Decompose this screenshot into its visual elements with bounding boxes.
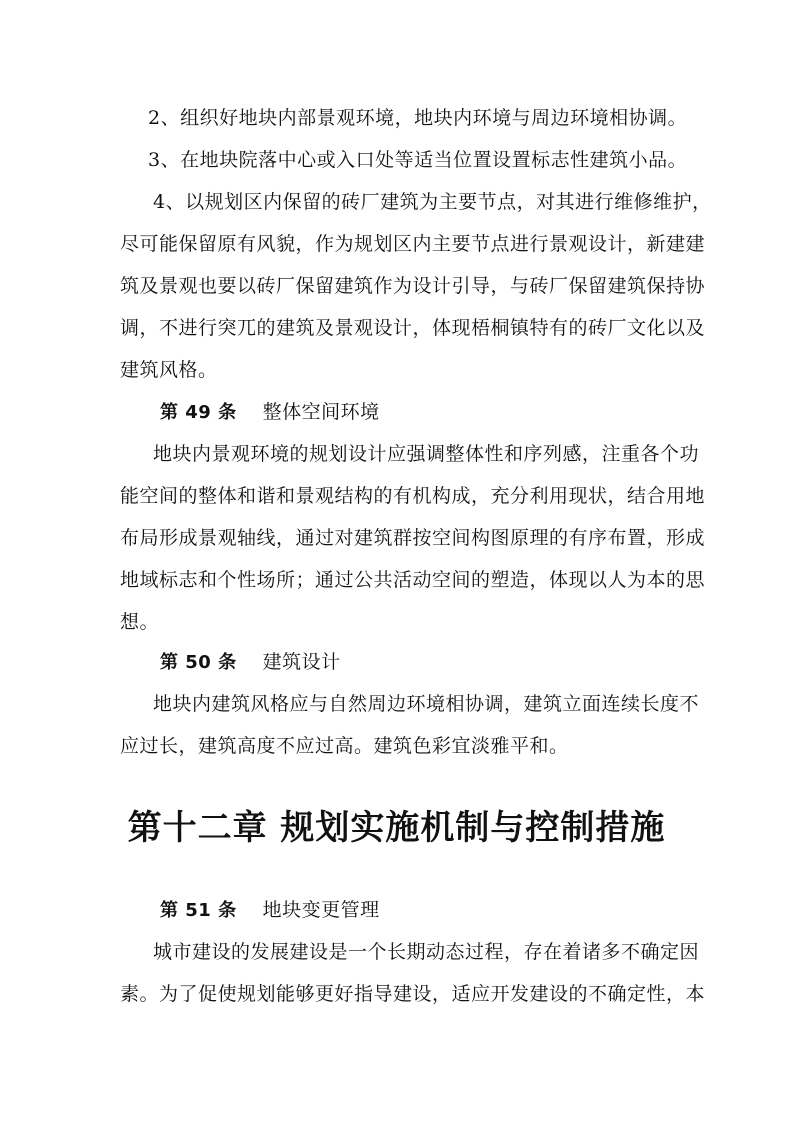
- list-item-4-line-2: 尽可能保留原有风貌，作为规划区内主要节点进行景观设计，新建建: [120, 233, 706, 255]
- article-51-title: 地块变更管理: [262, 899, 380, 921]
- article-49-title: 整体空间环境: [262, 401, 380, 423]
- list-item-4-line-3: 筑及景观也要以砖厂保留建筑作为设计引导，与砖厂保留建筑保持协: [120, 275, 706, 297]
- article-51-body-line-2: 素。为了促使规划能够更好指导建设，适应开发建设的不确定性，本: [120, 983, 706, 1005]
- article-51-body-line-1: 城市建设的发展建设是一个长期动态过程，存在着诸多不确定因: [153, 941, 700, 963]
- list-item-4-line-1: 4、以规划区内保留的砖厂建筑为主要节点，对其进行维修维护，: [153, 191, 712, 213]
- article-49-body-line-3: 布局形成景观轴线，通过对建筑群按空间构图原理的有序布置，形成: [120, 527, 706, 549]
- article-49-body-line-5: 想。: [120, 611, 160, 633]
- article-49-body-line-4: 地域标志和个性场所；通过公共活动空间的塑造，体现以人为本的思: [120, 569, 706, 591]
- article-49-number: 第 49 条: [160, 402, 237, 423]
- article-49-body-line-1: 地块内景观环境的规划设计应强调整体性和序列感，注重各个功: [153, 443, 700, 465]
- list-item-4-line-4: 调，不进行突兀的建筑及景观设计，体现梧桐镇特有的砖厂文化以及: [120, 317, 706, 339]
- article-50-body-line-1: 地块内建筑风格应与自然周边环境相协调，建筑立面连续长度不: [153, 693, 700, 715]
- article-49-heading: [160, 398, 380, 427]
- list-item-4-line-5: 建筑风格。: [120, 359, 218, 381]
- article-51-heading: [160, 896, 380, 925]
- article-50-number: 第 50 条: [160, 652, 237, 673]
- article-50-heading: [160, 648, 341, 677]
- list-item-2: 2、组织好地块内部景观环境，地块内环境与周边环境相协调。: [148, 107, 688, 129]
- article-50-title: 建筑设计: [262, 651, 341, 673]
- article-50-body-line-2: 应过长，建筑高度不应过高。建筑色彩宜淡雅平和。: [120, 735, 569, 757]
- list-item-3: 3、在地块院落中心或入口处等适当位置设置标志性建筑小品。: [148, 149, 688, 171]
- article-49-body-line-2: 能空间的整体和谐和景观结构的有机构成，充分利用现状，结合用地: [120, 485, 706, 507]
- chapter-title: 第十二章 规划实施机制与控制措施: [127, 808, 666, 848]
- article-51-number: 第 51 条: [160, 900, 237, 921]
